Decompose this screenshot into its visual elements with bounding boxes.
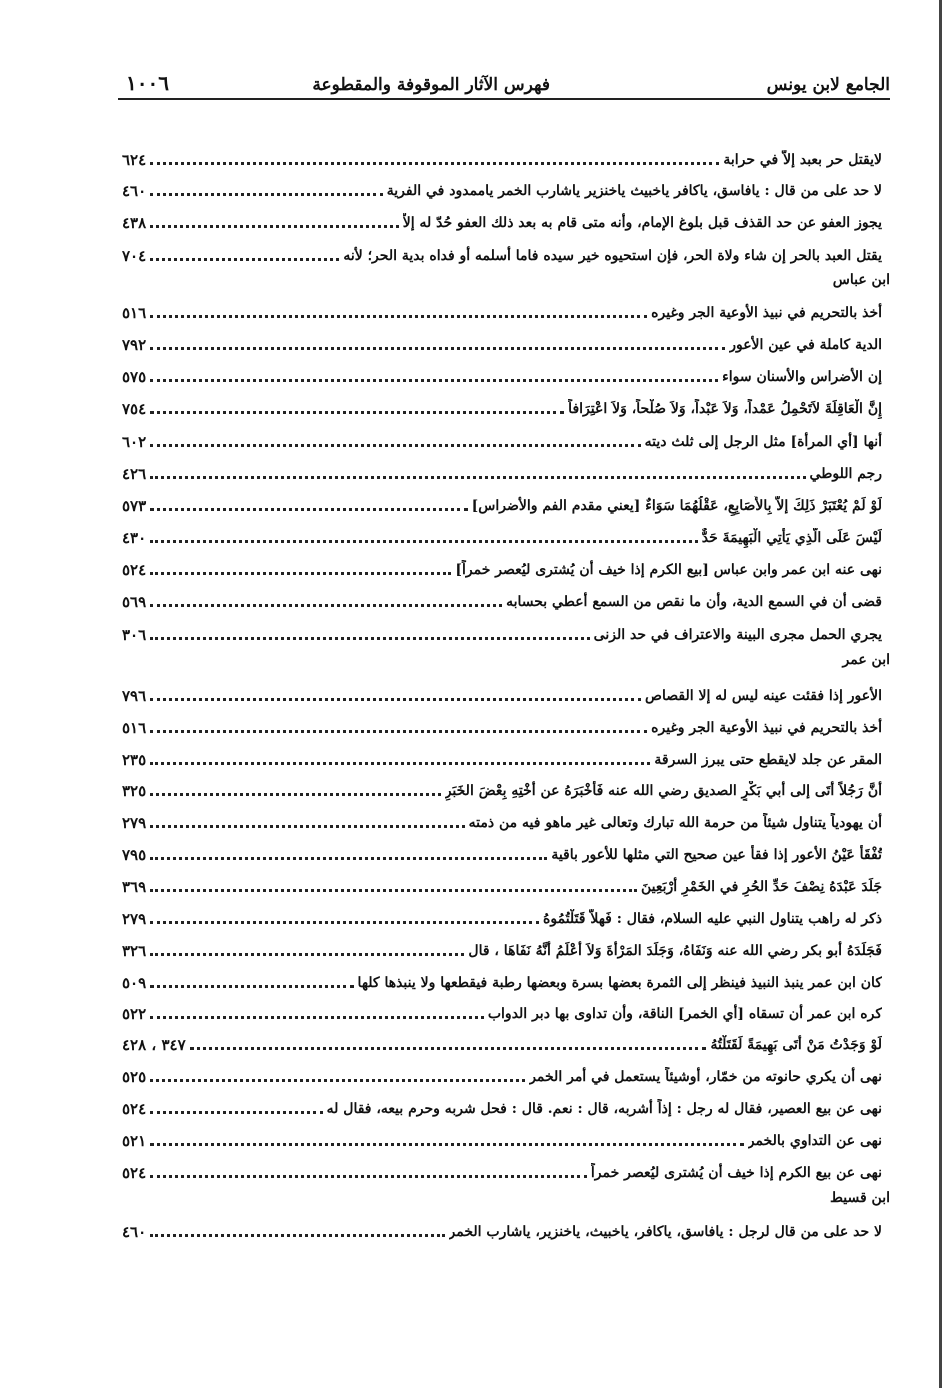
entry-text: أنَّ رَجُلاً أَتَى إلى أبي بَكْرٍ الصديق رضي الله عنه فَأخْبَرَهُ عن أُخْتِهِ بِعْضَ الخَبَرِ [444,783,882,799]
index-entry [122,422,882,452]
index-entry [122,486,882,516]
index-entry [122,293,882,323]
leader-dots [150,539,698,543]
leader-dots [150,952,464,956]
entry-text: يجري الحمل مجرى البينة والاعتراف في حد الزنى [593,627,882,643]
index-entry [122,1153,882,1183]
entry-page: ٣٦٩ [122,878,147,896]
leader-dots [150,378,718,382]
entry-page: ٥٢٤ [122,1164,147,1182]
section-heading-ibn-qusayt: ابن قسيط [829,1190,890,1206]
entry-page: ٥٧٥ [122,368,147,386]
entry-text: لايقتل حر بعبد إلاّ في حرابة [723,152,882,168]
entry-text: الأعور إذا فقئت عينه ليس له إلا القصاص [645,688,882,704]
entry-text: نهى عن بيع الكرم إذا خيف أن يُشترى ليُعصر خمراً [590,1165,882,1181]
leader-dots [150,161,719,165]
leader-dots [150,224,399,228]
entry-text: يجوز العفو عن حد القذف قبل بلوغ الإمام، وأنه متى قام به بعد ذلك العفو حُدّ له إلاّ [402,215,882,231]
index-entry [122,615,882,645]
leader-dots [150,729,647,733]
index-title: فهرس الآثار الموقوفة والمقطوعة [312,75,550,95]
index-entry [122,867,882,897]
leader-dots [150,1142,744,1146]
entry-text: المقر عن جلد لايقطع حتى يبرز السرقة [654,752,882,768]
index-entry [122,357,882,387]
leader-dots [150,824,465,828]
entry-page: ٥٢٥ [122,1068,147,1086]
index-entry [122,771,882,801]
entry-page: ٥٢٢ [122,1005,147,1023]
entry-text: قضى أن في السمع الدية، وأن ما نقص من السمع أعطي بحسابه [506,594,882,610]
index-entry [122,994,882,1024]
section-heading-ibn-umar: ابن عمر [842,652,890,668]
index-entry [122,676,882,706]
entry-text: تُفْقَأُ عَيْنُ الأعور إذا فقأ عين صحيح التي مثلها للأعور باقية [551,847,882,863]
index-entry [122,963,882,993]
leader-dots [150,1233,444,1237]
index-entry [122,803,882,833]
entry-text: إن الأضراس والأسنان سواء [722,369,882,385]
leader-dots [150,1078,525,1082]
entry-text: نهى عن بيع العصير، فقال له رجل : إذاً أشربه، قال : نعم. قال : فحل شربه وحرم بيعه، فقال له [326,1101,882,1117]
leader-dots [150,507,467,511]
leader-dots [150,888,637,892]
leader-dots [150,792,441,796]
index-entry [122,835,882,865]
leader-dots [150,257,339,261]
entry-page: ٥٧٣ [122,497,147,515]
entry-page: ٧٩٦ [122,687,147,705]
entry-text: رجم اللوطي [809,466,882,482]
leader-dots [150,984,353,988]
entry-text: ذكر له راهب يتناول النبي عليه السلام، فقال : فَهلاَّ قَتَلْتُمُوهُ [543,911,882,927]
index-entry [122,1057,882,1087]
leader-dots [150,475,805,479]
entry-page: ٧٠٤ [122,247,147,265]
entry-page: ٧٥٤ [122,400,147,418]
leader-dots [150,1015,484,1019]
entry-page: ٥٢٤ [122,1100,147,1118]
entry-text: يقتل العبد بالحر إن شاء ولاة الحر، فإن استحيوه خير سيده فاما أسلمه أو فداه بدية الحر؛ لأنه [343,248,882,264]
leader-dots [150,443,640,447]
index-entry [122,1121,882,1151]
entry-page: ٣٤٧ ، ٤٢٨ [122,1036,186,1054]
index-entry [122,899,882,929]
leader-dots [150,192,383,196]
index-entry [122,931,882,961]
index-entry [122,454,882,484]
entry-page: ٥٢١ [122,1132,147,1150]
entry-page: ٣٢٥ [122,782,147,800]
entry-text: الدية كاملة في عين الأعور [729,337,882,353]
index-entry [122,740,882,770]
page-number: ١٠٠٦ [126,71,169,95]
leader-dots [150,920,539,924]
entry-page: ٤٦٠ [122,182,147,200]
index-entry [122,518,882,548]
entry-page: ٤٢٦ [122,465,147,483]
entry-text: فَجَلَدَهُ أبو بكر رضي الله عنه وَنَفَاهُ، وَجَلَدَ المَرْأَةَ وَلاَ أَعْلَمُ أَنَّهُ نَفَاهَا ، قال [468,943,882,959]
section-heading-ibn-abbas: ابن عباس [832,272,890,288]
entry-text: جَلَدَ عَبْدَهُ نِصْفَ حَدِّ الحُرِ في الخَمْرِ أَرْبَعِينَ [640,879,882,895]
index-entry [122,1212,882,1242]
index-entry [122,550,882,580]
entry-page: ٥٠٩ [122,974,147,992]
index-entry [122,203,882,233]
entry-text: لَيْسَ عَلَى الَّذِي يَأْتِي الْبَهِيمَةَ حَدٌّ [701,530,882,546]
index-entry [122,582,882,612]
index-entry [122,1025,882,1055]
entry-text: نهى أن يكري حانوته من خمّار، أوشيئاً يستعمل في أمر الخمر [529,1069,882,1085]
leader-dots [150,636,590,640]
entry-text: إِنَّ الْعَاقِلَةَ لاَتَحْمِلُ عَمْداً، وَلاَ عَبْداً، وَلاَ صُلْحاً، وَلاَ اعْتِرَافاً [568,401,882,417]
entry-text: أن يهودياً يتناول شيئاً من حرمة الله تبارك وتعالى غير ماهو فيه من ذمته [468,815,882,831]
leader-dots [150,346,725,350]
entry-page: ٤٣٨ [122,214,147,232]
entry-text: لَوْ وَجَدْتُ مَنْ أَتَى بَهِيمَةً لَقَتَلْتُهُ [710,1037,882,1053]
entry-page: ٦٢٤ [122,151,147,169]
entry-page: ٢٧٩ [122,814,147,832]
leader-dots [150,410,564,414]
entry-text: كان ابن عمر ينبذ النبيذ فينظر إلى الثمرة بعضها بسرة وبعضها رطبة فيقطعها ولا ينبذها كلها [357,975,882,991]
entry-text: نهى عنه ابن عمر وابن عباس [بيع الكرم إذا خيف أن يُشترى ليُعصر خمراً] [455,562,882,578]
book-title: الجامع لابن يونس [766,75,890,95]
entry-text: كره ابن عمر أن تسقاه [أي الخمر] الناقة، وأن تداوى بها دبر الدواب [487,1006,882,1022]
index-entry [122,325,882,355]
entry-text: لا حد على من قال لرجل : يافاسق، ياكافر، ياخبيث، ياخنزير، ياشارب الخمر [448,1224,882,1240]
entry-page: ٦٠٢ [122,433,147,451]
entry-text: أنها [أي المرأة] مثل الرجل إلى ثلث ديته [644,434,882,450]
entry-page: ٣٢٦ [122,942,147,960]
entry-page: ٤٣٠ [122,529,147,547]
leader-dots [190,1046,707,1050]
entry-page: ٤٦٠ [122,1223,147,1241]
index-entry [122,140,882,170]
entry-text: لا حد على من قال : يافاسق، ياكافر ياخبيث ياخنزير ياشارب الخمر ياممدود في الفرية [386,183,882,199]
entry-text: أخذ بالتحريم في نبيذ الأوعية الجر وغيره [651,720,882,736]
entry-page: ٣٠٦ [122,626,147,644]
index-entry [122,171,882,201]
entry-text: لَوْ لَمْ يُعْتَبَرْ ذَلِكَ إلاَّ بِالأَصَابِعِ، عَقْلُهُمَا سَوَاءٌ [يعني مقدم الفم والأضراس] [471,498,882,514]
leader-dots [150,603,502,607]
entry-page: ٢٣٥ [122,751,147,769]
entry-page: ٢٧٩ [122,910,147,928]
leader-dots [150,1174,587,1178]
index-entry [122,1089,882,1119]
entry-page: ٥٦٩ [122,593,147,611]
leader-dots [150,571,451,575]
index-entry [122,389,882,419]
entry-page: ٧٩٢ [122,336,147,354]
entry-text: أخذ بالتحريم في نبيذ الأوعية الجر وغيره [651,305,882,321]
entry-page: ٥١٦ [122,719,147,737]
leader-dots [150,697,641,701]
leader-dots [150,856,547,860]
entry-text: نهى عن التداوي بالخمر [747,1133,882,1149]
index-entry [122,236,882,266]
leader-dots [150,1110,322,1114]
index-entry [122,708,882,738]
leader-dots [150,761,650,765]
leader-dots [150,314,647,318]
entry-page: ٥١٦ [122,304,147,322]
entry-page: ٧٩٥ [122,846,147,864]
entry-page: ٥٢٤ [122,561,147,579]
